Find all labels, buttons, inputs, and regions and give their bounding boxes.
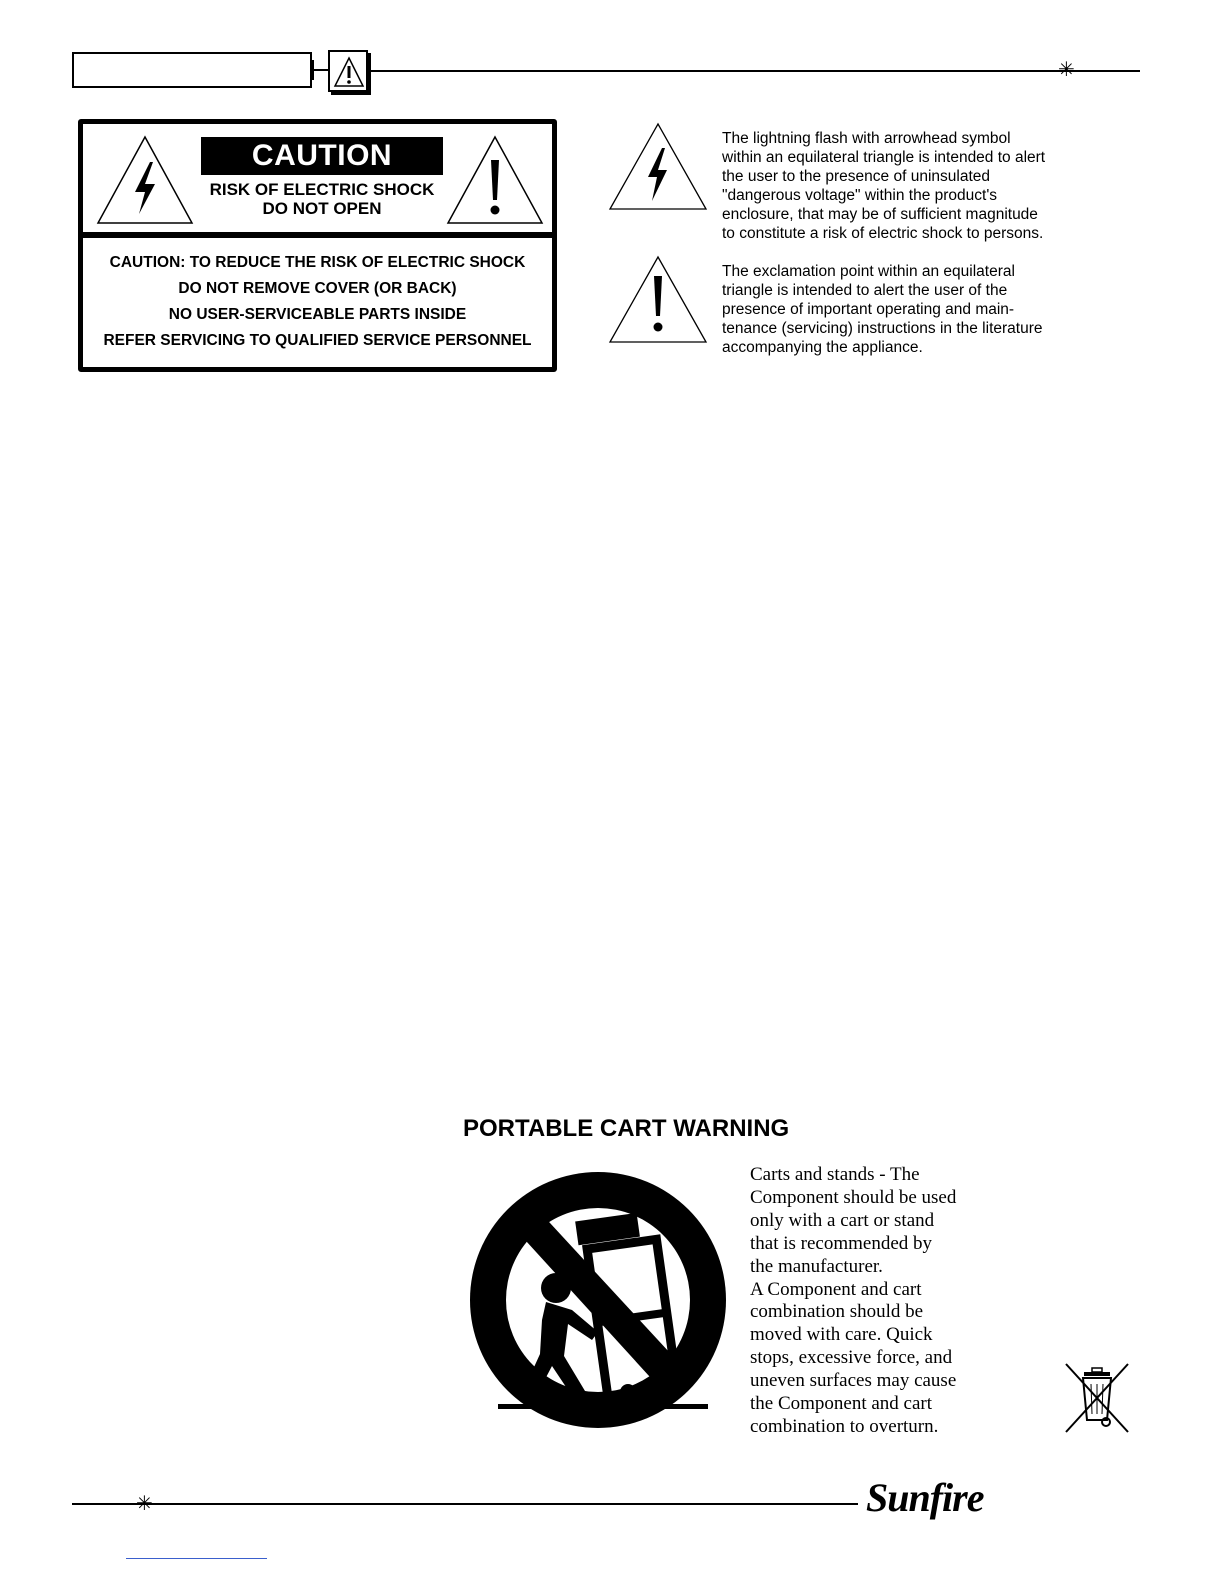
lightning-triangle-icon xyxy=(95,134,195,226)
footer-link-underline xyxy=(126,1558,267,1559)
caution-line: CAUTION: TO REDUCE THE RISK OF ELECTRIC SHOCK xyxy=(109,254,526,271)
cart-line: only with a cart or stand xyxy=(750,1209,935,1231)
explanation-line: triangle is intended to alert the user of the xyxy=(722,282,1008,299)
risk-line-2: DO NOT OPEN xyxy=(262,199,382,218)
cart-line: Carts and stands - The xyxy=(750,1164,920,1185)
header-rule xyxy=(370,70,1140,72)
explanation-line: the user to the presence of uninsulated xyxy=(722,168,990,185)
star-ornament-icon: ✳ xyxy=(1058,59,1075,81)
cart-line: moved with care. Quick xyxy=(750,1324,933,1346)
header-connector xyxy=(312,69,328,71)
exclamation-symbol-icon xyxy=(606,254,710,346)
lightning-explanation xyxy=(722,129,1102,243)
caution-label-top xyxy=(83,124,552,230)
header-warning-icon xyxy=(328,50,368,92)
explanation-line: The exclamation point within an equilateral xyxy=(722,263,1015,280)
explanation-line: enclosure, that may be of sufficient magnitude xyxy=(722,206,1038,223)
cart-line: that is recommended by xyxy=(750,1232,933,1254)
star-ornament-icon: ✳ xyxy=(136,1493,153,1515)
exclamation-explanation xyxy=(722,262,1102,357)
explanation-line: presence of important operating and main- xyxy=(722,301,1015,318)
cart-line: uneven surfaces may cause xyxy=(750,1370,957,1392)
explanation-line: "dangerous voltage" within the product's xyxy=(722,187,998,204)
cart-warning-title: PORTABLE CART WARNING xyxy=(463,1115,790,1142)
lightning-symbol-icon xyxy=(606,121,710,213)
caution-label xyxy=(78,119,557,372)
caution-instructions xyxy=(83,250,552,354)
risk-line-1: RISK OF ELECTRIC SHOCK xyxy=(209,180,435,199)
header-tick xyxy=(312,60,314,80)
caution-divider xyxy=(83,232,552,238)
explanation-line: to constitute a risk of electric shock to persons. xyxy=(722,225,1044,242)
cart-line: combination should be xyxy=(750,1301,924,1323)
cart-line: the Component and cart xyxy=(750,1393,933,1415)
caution-title: CAUTION xyxy=(201,137,443,175)
caution-line: DO NOT REMOVE COVER (OR BACK) xyxy=(178,280,457,297)
explanation-line: within an equilateral triangle is intended to alert xyxy=(722,149,1046,166)
cart-line: Component should be used xyxy=(750,1186,957,1208)
footer-rule xyxy=(72,1503,858,1505)
explanation-line: The lightning flash with arrowhead symbol xyxy=(722,130,1011,147)
exclamation-triangle-icon xyxy=(445,134,545,226)
cart-line: stops, excessive force, and xyxy=(750,1347,953,1369)
cart-line: the manufacturer. xyxy=(750,1255,883,1277)
cart-warning-text xyxy=(750,1164,956,1439)
explanation-line: accompanying the appliance. xyxy=(722,339,923,356)
caution-line: REFER SERVICING TO QUALIFIED SERVICE PERSONNEL xyxy=(103,332,532,349)
cart-tip-over-icon xyxy=(468,1170,730,1432)
cart-line: combination to overturn. xyxy=(750,1415,939,1437)
header-label-box xyxy=(72,52,312,88)
explanation-line: tenance (servicing) instructions in the literature xyxy=(722,320,1043,337)
cart-line: A Component and cart xyxy=(750,1278,922,1300)
weee-crossed-bin-icon xyxy=(1064,1362,1130,1434)
caution-line: NO USER-SERVICEABLE PARTS INSIDE xyxy=(168,306,467,323)
brand-logo: Sunfire xyxy=(866,1475,984,1520)
